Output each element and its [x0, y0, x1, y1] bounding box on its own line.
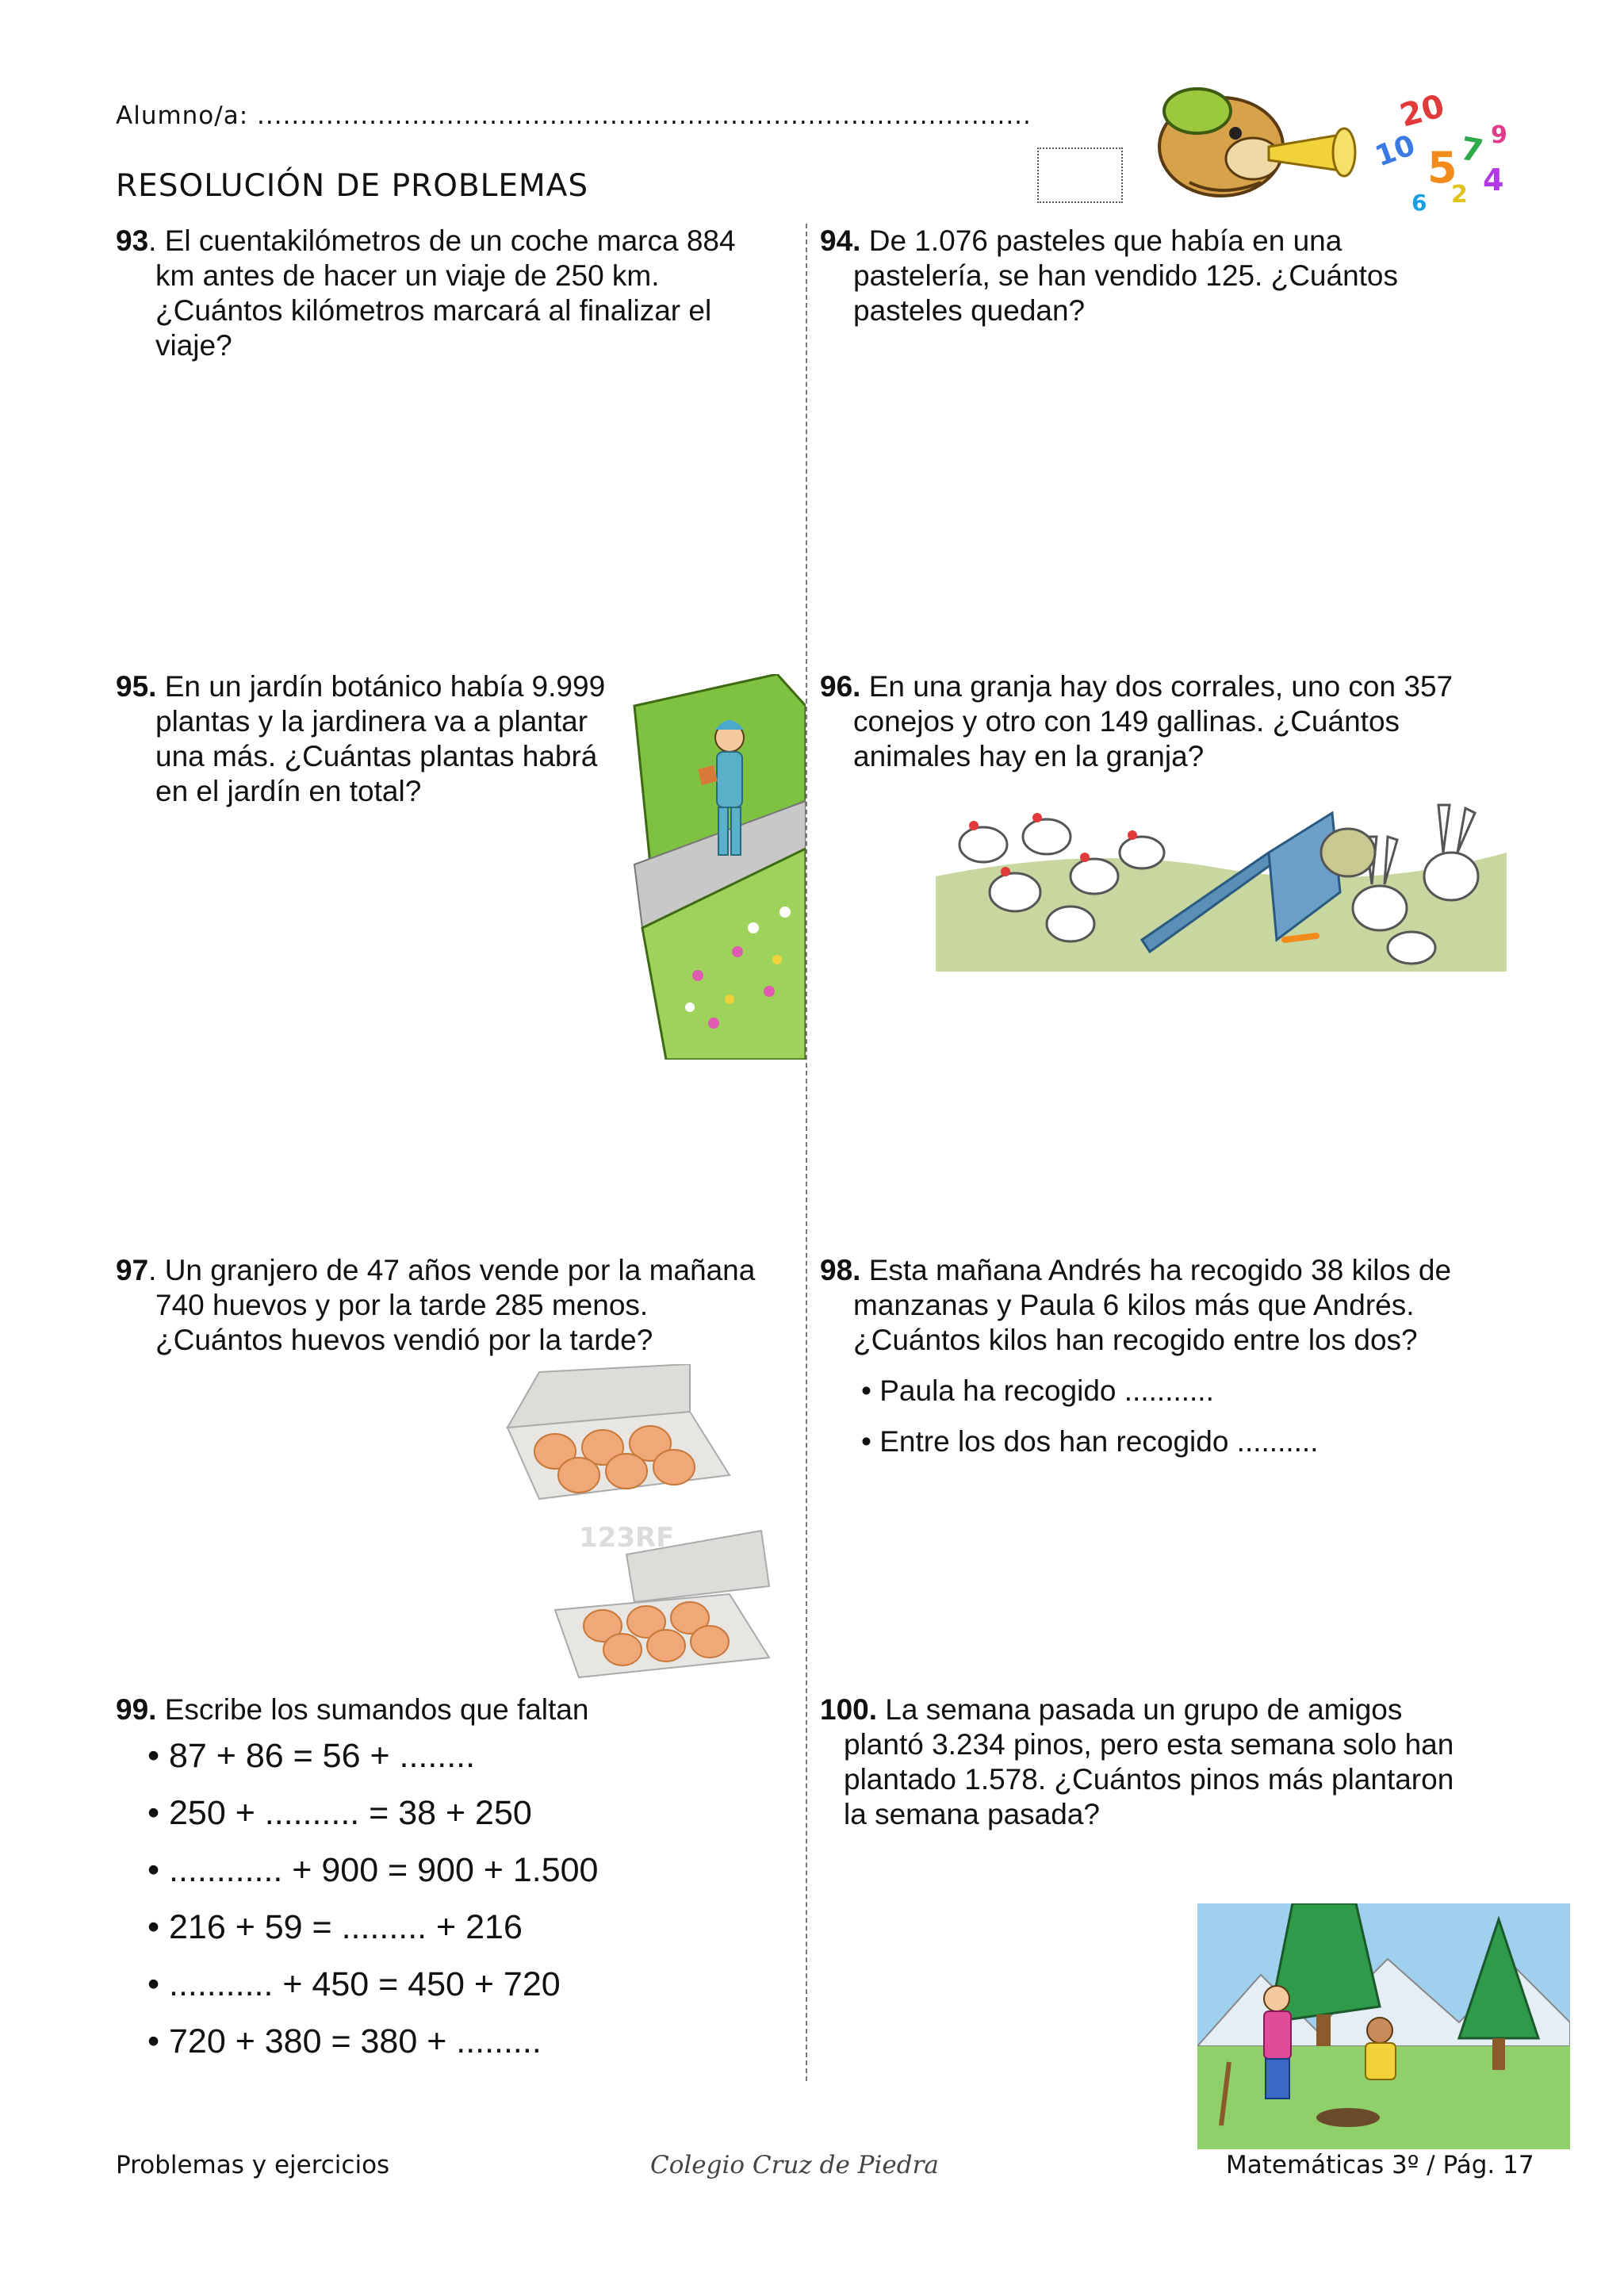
equation-list [147, 1735, 798, 2078]
problem-text: viaje? [155, 329, 232, 362]
problem-text: plantado 1.578. ¿Cuántos pinos más plantaron [844, 1763, 1454, 1796]
problem-97 [116, 1253, 790, 1358]
problem-text: Escribe los sumandos que faltan [156, 1693, 589, 1726]
problem-99 [116, 1692, 790, 1727]
equation-item: • ........... + 450 = 450 + 720 [147, 1965, 561, 2003]
numbers-cluster [1371, 88, 1507, 214]
problem-93 [116, 224, 790, 363]
equation-item: • 216 + 59 = ......... + 216 [147, 1908, 523, 1946]
equation-item: • 250 + .......... = 38 + 250 [147, 1794, 532, 1832]
problem-text: En una granja hay dos corrales, uno con 357 [860, 670, 1454, 703]
problem-text: conejos y otro con 149 gallinas. ¿Cuántos [853, 705, 1400, 738]
column-divider [806, 224, 807, 2081]
dog-trumpet-illustration [1142, 71, 1554, 214]
equation-item: • 720 + 380 = 380 + ......... [147, 2022, 542, 2060]
svg-text:4: 4 [1483, 163, 1504, 197]
problem-number: 97 [116, 1254, 149, 1286]
problem-text: ¿Cuántos kilómetros marcará al finalizar el [155, 294, 712, 327]
equation-item: • 87 + 86 = 56 + ........ [147, 1737, 476, 1775]
problem-number: 96. [820, 670, 861, 703]
problem-text: pasteles quedan? [853, 294, 1086, 327]
footer-left: Problemas y ejercicios [116, 2151, 390, 2179]
problem-text: En un jardín botánico había 9.999 [156, 670, 606, 703]
problem-text: . El cuentakilómetros de un coche marca 884 [148, 224, 736, 257]
page-title: RESOLUCIÓN DE PROBLEMAS [116, 168, 589, 204]
problem-number: 93 [116, 224, 149, 257]
problem-number: 99. [116, 1693, 157, 1726]
svg-text:7: 7 [1457, 130, 1486, 171]
svg-text:6: 6 [1411, 190, 1427, 214]
problem-text: . Un granjero de 47 años vende por la mañana [148, 1254, 756, 1286]
problem-text: pastelería, se han vendido 125. ¿Cuántos [853, 259, 1399, 292]
problem-text: plantas y la jardinera va a plantar [155, 705, 588, 738]
answer-line: • Entre los dos han recogido .......... [861, 1425, 1319, 1458]
watermark: 123RF [579, 1522, 675, 1554]
problem-text: La semana pasada un grupo de amigos [877, 1693, 1403, 1726]
problem-number: 95. [116, 670, 157, 703]
problem-98-answers [861, 1374, 1535, 1475]
problem-94 [820, 224, 1534, 328]
problem-text: km antes de hacer un viaje de 250 km. [155, 259, 660, 292]
problem-text: manzanas y Paula 6 kilos más que Andrés. [853, 1289, 1415, 1321]
svg-text:10: 10 [1371, 128, 1420, 174]
problem-text: en el jardín en total? [155, 775, 422, 807]
svg-text:20: 20 [1396, 87, 1449, 135]
svg-text:5: 5 [1427, 143, 1457, 193]
problem-text: animales hay en la granja? [853, 740, 1205, 772]
problem-98 [820, 1253, 1534, 1358]
problem-text: ¿Cuántos huevos vendió por la tarde? [155, 1324, 653, 1356]
problem-number: 98. [820, 1254, 861, 1286]
problem-text: Esta mañana Andrés ha recogido 38 kilos de [860, 1254, 1452, 1286]
answer-line: • Paula ha recogido ........... [861, 1374, 1214, 1407]
problem-number: 100. [820, 1693, 878, 1726]
problem-text: plantó 3.234 pinos, pero esta semana solo han [844, 1728, 1454, 1761]
problem-96 [820, 669, 1534, 774]
problem-95 [116, 669, 623, 809]
student-name-line: Alumno/a: .......................................................................................... [116, 102, 1032, 130]
problem-text: 740 huevos y por la tarde 285 menos. [155, 1289, 649, 1321]
problem-text: De 1.076 pasteles que había en una [860, 224, 1342, 257]
footer-right: Matemáticas 3º / Pág. 17 [1226, 2151, 1534, 2179]
problem-100 [820, 1692, 1534, 1832]
egg-cartons-illustration [492, 1364, 801, 1681]
problem-text: una más. ¿Cuántas plantas habrá [155, 740, 598, 772]
svg-text:2: 2 [1451, 181, 1468, 209]
gardener-illustration [619, 674, 806, 1060]
tree-planting-illustration [1197, 1903, 1570, 2149]
grade-box [1037, 148, 1123, 203]
problem-text: la semana pasada? [844, 1798, 1100, 1830]
footer-center: Colegio Cruz de Piedra [650, 2151, 939, 2179]
equation-item: • ............ + 900 = 900 + 1.500 [147, 1851, 599, 1889]
svg-text:9: 9 [1491, 121, 1507, 149]
problem-text: ¿Cuántos kilos han recogido entre los dos? [853, 1324, 1418, 1356]
problem-number: 94. [820, 224, 861, 257]
farm-animals-illustration [936, 781, 1507, 972]
